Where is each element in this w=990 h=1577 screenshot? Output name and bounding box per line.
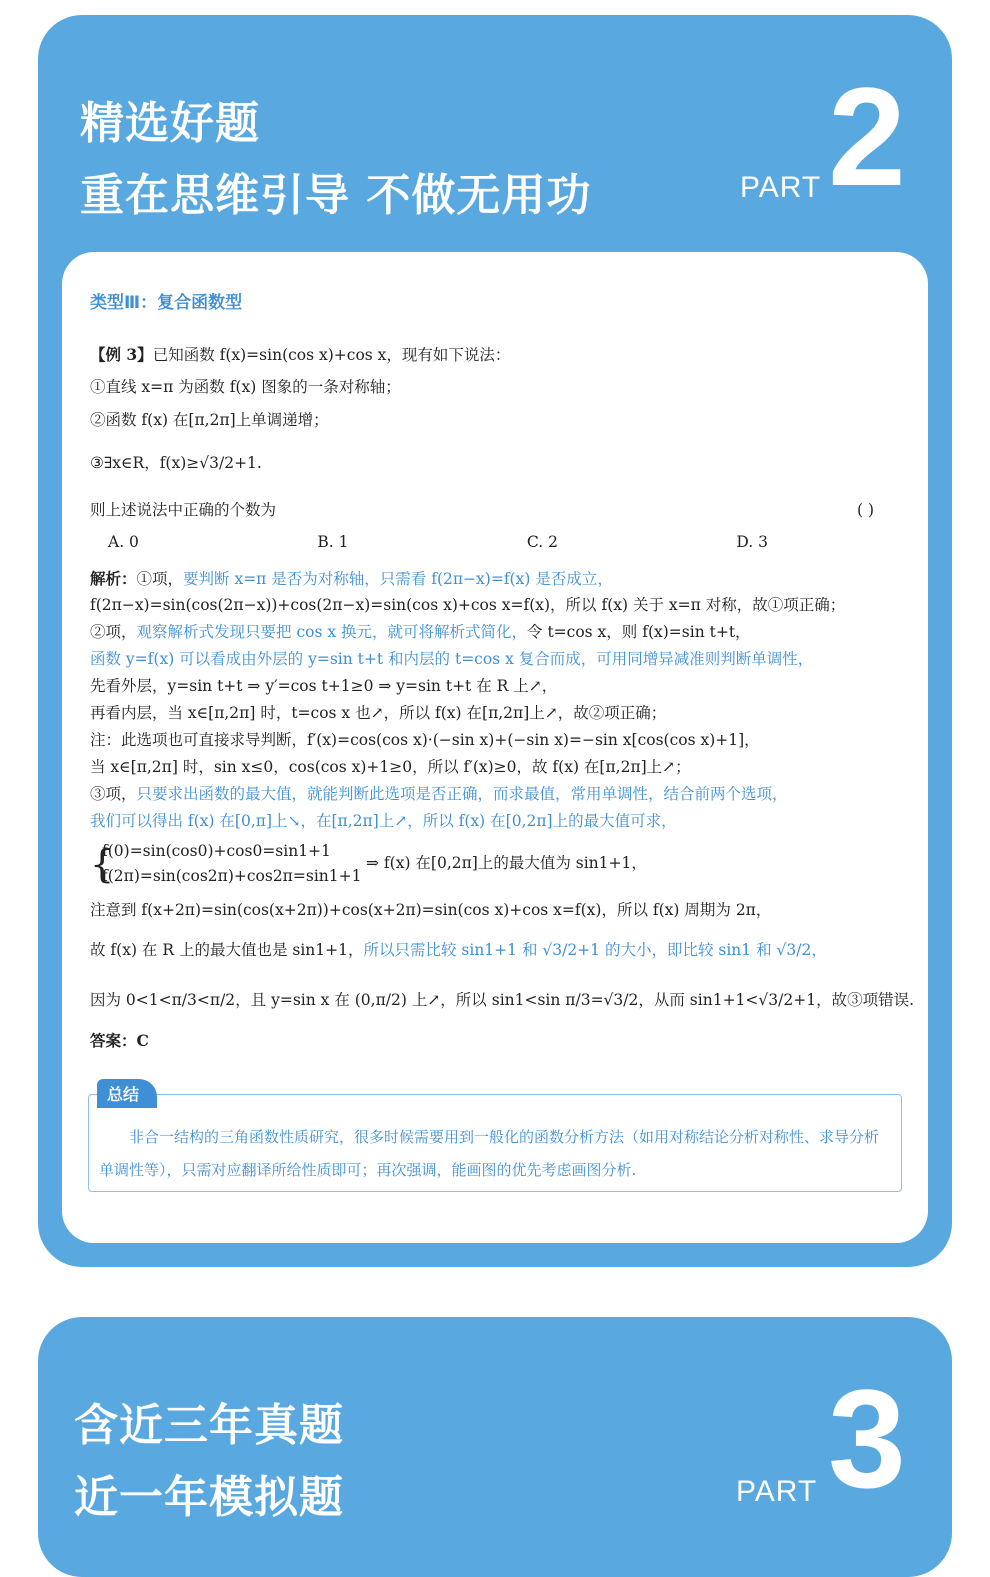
option-b: B. 1 <box>317 533 349 551</box>
analysis-line-12: 注意到 f(x+2π)=sin(cos(x+2π))+cos(x+2π)=sin(cos x)+cos x=f(x)，所以 f(x) 周期为 2π， <box>90 901 772 919</box>
part2-heading-line2: 重在思维引导 不做无用功 <box>80 170 592 221</box>
part3-number: 3 <box>828 1360 906 1517</box>
statement-2: ②函数 f(x) 在[π,2π]上单调递增； <box>90 411 329 429</box>
system-conclusion: ⇒ f(x) 在[0,2π]上的最大值为 sin1+1， <box>366 854 647 872</box>
part3-heading-line2: 近一年模拟题 <box>74 1472 344 1523</box>
analysis-line-2: f(2π−x)=sin(cos(2π−x))+cos(2π−x)=sin(cos x)+cos x=f(x)，所以 f(x) 关于 x=π 对称，故①项正确； <box>90 596 846 614</box>
part2-heading-line1: 精选好题 <box>80 98 260 149</box>
part2-number: 2 <box>828 58 906 215</box>
analysis-line-10: 我们可以得出 f(x) 在[0,π]上↘，在[π,2π]上↗，所以 f(x) 在[0,2π]上的最大值可求， <box>90 812 677 830</box>
summary-tab: 总结 <box>97 1079 157 1108</box>
analysis-line-6: 再看内层，当 x∈[π,2π] 时，t=cos x 也↗，所以 f(x) 在[π,2π]上↗，故②项正确； <box>90 704 667 722</box>
question-panel <box>62 252 928 1243</box>
analysis-line-3 <box>90 621 751 643</box>
summary-text: 非合一结构的三角函数性质研究，很多时候需要用到一般化的函数分析方法（如用对称结论分析对称性、求导分析单调性等），只需对应翻译所给性质即可；再次强调，能画图的优先考虑画图分析. <box>99 1128 880 1179</box>
option-c: C. 2 <box>526 533 558 551</box>
question-text: 则上述说法中正确的个数为 <box>90 501 277 519</box>
analysis-9-hint: 只要求出函数的最大值，就能判断此选项是否正确，而求最值，常用单调性，结合前两个选项， <box>136 785 788 803</box>
options-row <box>108 533 768 551</box>
answer-paren: ( ) <box>856 501 874 519</box>
question-line <box>90 499 910 521</box>
part3-part-word: PART <box>736 1475 818 1508</box>
system-eq-1: f(0)=sin(cos0)+cos0=sin1+1 <box>102 842 331 860</box>
statement-1: ①直线 x=π 为函数 f(x) 图象的一条对称轴； <box>90 378 401 396</box>
analysis-13-prefix: 故 f(x) 在 R 上的最大值也是 sin1+1， <box>90 941 364 959</box>
analysis-3-hint: 观察解析式发现只要把 cos x 换元，就可将解析式简化， <box>136 623 528 641</box>
analysis-13-hint: 所以只需比较 sin1+1 和 √3/2+1 的大小，即比较 sin1 和 √3/2， <box>363 941 827 959</box>
part3-heading-line1: 含近三年真题 <box>74 1400 344 1451</box>
analysis-1-hint: 要判断 x=π 是否为对称轴，只需看 f(2π−x)=f(x) 是否成立， <box>183 570 613 588</box>
analysis-line-8: 当 x∈[π,2π] 时，sin x≤0，cos(cos x)+1≥0，所以 f′(x)≥0，故 f(x) 在[π,2π]上↗； <box>90 758 691 776</box>
example-text: 已知函数 f(x)=sin(cos x)+cos x，现有如下说法： <box>152 346 511 364</box>
analysis-line-9 <box>90 783 788 805</box>
type-title: 类型Ⅲ：复合函数型 <box>90 293 243 313</box>
option-d: D. 3 <box>736 533 768 551</box>
statement-3: ③∃x∈R，f(x)≥√3/2+1. <box>90 454 262 472</box>
analysis-line-13 <box>90 939 827 961</box>
analysis-9-prefix: ③项， <box>90 785 137 803</box>
analysis-3-prefix: ②项， <box>90 623 137 641</box>
analysis-3-substitution: 令 t=cos x，则 f(x)=sin t+t， <box>527 623 751 641</box>
option-a: A. 0 <box>108 533 139 551</box>
analysis-line-4: 函数 y=f(x) 可以看成由外层的 y=sin t+t 和内层的 t=cos x 复合而成，可用同增异减准则判断单调性， <box>90 650 814 668</box>
analysis-line-1 <box>90 568 613 590</box>
answer-line: 答案：C <box>90 1031 149 1050</box>
example-tag: 【例 3】 <box>90 345 153 364</box>
example-line <box>90 344 510 366</box>
analysis-1-prefix: ①项， <box>136 570 184 588</box>
part3-card <box>38 1317 952 1577</box>
summary-box <box>88 1085 902 1192</box>
analysis-line-5: 先看外层，y=sin t+t ⇒ y′=cos t+1≥0 ⇒ y=sin t+t 在 R 上↗， <box>90 677 558 695</box>
left-brace-icon: { <box>90 842 115 886</box>
analysis-label: 解析： <box>90 569 137 588</box>
analysis-line-14: 因为 0<1<π/3<π/2，且 y=sin x 在 (0,π/2) 上↗，所以 sin1<sin π/3=√3/2，从而 sin1+1<√3/2+1，故③项错误. <box>90 991 914 1009</box>
part2-card <box>38 15 952 1267</box>
system-eq-2: f(2π)=sin(cos2π)+cos2π=sin1+1 <box>102 867 362 885</box>
part2-part-word: PART <box>740 171 822 204</box>
analysis-line-7: 注：此选项也可直接求导判断，f′(x)=cos(cos x)·(−sin x)+(−sin x)=−sin x[cos(cos x)+1]， <box>90 731 760 749</box>
